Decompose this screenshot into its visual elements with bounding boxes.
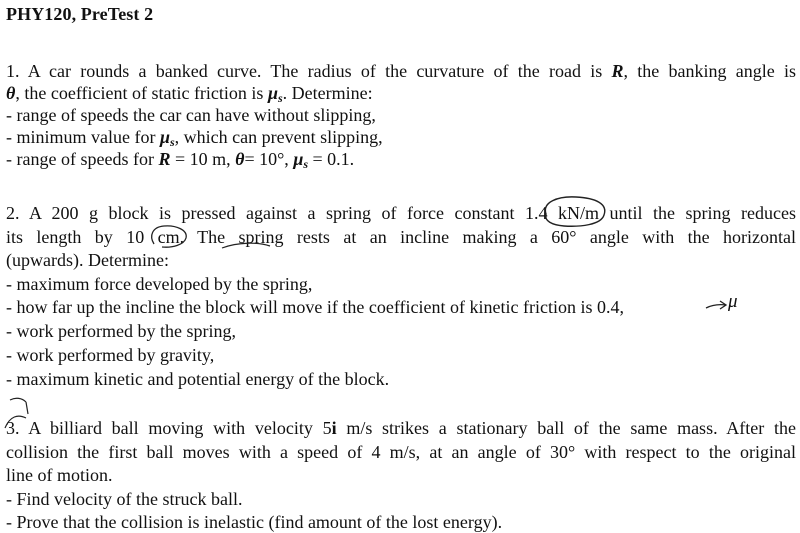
q1-line-2 xyxy=(6,82,373,104)
symbol-subscript-s: s xyxy=(169,135,175,149)
q3-bullet-1: - Find velocity of the struck ball. xyxy=(6,489,243,509)
q1-text: - minimum value for xyxy=(6,127,160,147)
q2-line-2: its length by 10 cm. The spring rests at an incline making a 60° angle with the horizontal xyxy=(6,227,796,247)
q1-text: , the banking angle is xyxy=(623,61,797,81)
symbol-mu: μ xyxy=(293,149,304,169)
symbol-theta: θ xyxy=(235,149,245,169)
q3-text: m/s strikes a stationary ball of the same mass. After the xyxy=(336,418,797,438)
unit-vector-i: i xyxy=(331,418,337,438)
q1-text: , the coefficient of static friction is xyxy=(15,83,268,103)
q1-text: 1. A car rounds a banked curve. The radius of the curvature of the road is xyxy=(6,61,612,81)
symbol-R: R xyxy=(158,149,171,169)
q2-bullet-5: - maximum kinetic and potential energy of the block. xyxy=(6,369,390,389)
symbol-R: R xyxy=(611,61,624,81)
q1-bullet-3 xyxy=(6,148,354,170)
handwritten-mu-note: μ xyxy=(728,291,738,312)
q3-bullet-2: - Prove that the collision is inelastic (find amount of the lost energy). xyxy=(6,512,503,532)
q1-text: , which can prevent slipping, xyxy=(174,127,383,147)
q1-text: = 10 m, xyxy=(170,149,236,169)
q1-line-1 xyxy=(6,60,796,82)
q1-text: - range of speeds for xyxy=(6,149,159,169)
symbol-subscript-s: s xyxy=(303,157,308,171)
q2-line-3: (upwards). Determine: xyxy=(6,250,169,270)
symbol-mu: μ xyxy=(159,127,170,147)
q2-line-1: 2. A 200 g block is pressed against a spring of force constant 1.4 kN/m until the spring reduces xyxy=(6,203,796,223)
q2-bullet-3: - work performed by the spring, xyxy=(6,321,236,341)
q1-text: = 10°, xyxy=(244,149,294,169)
handwritten-arrow-icon xyxy=(704,296,730,316)
document-title: PHY120, PreTest 2 xyxy=(6,4,154,24)
q3-line-1 xyxy=(6,417,796,439)
q3-text: 3. A billiard ball moving with velocity 5 xyxy=(6,418,332,438)
symbol-mu: μ xyxy=(267,83,278,103)
q3-line-2: collision the first ball moves with a speed of 4 m/s, at an angle of 30° with respect to the original xyxy=(6,442,796,462)
q1-bullet-1: - range of speeds the car can have without slipping, xyxy=(6,105,376,125)
q1-text: . Determine: xyxy=(282,83,373,103)
symbol-theta: θ xyxy=(6,83,16,103)
q1-text: = 0.1. xyxy=(308,149,355,169)
q2-bullet-2: - how far up the incline the block will move if the coefficient of kinetic friction is 0.4, xyxy=(6,297,624,317)
q2-bullet-4: - work performed by gravity, xyxy=(6,345,215,365)
q3-line-3: line of motion. xyxy=(6,465,113,485)
q1-bullet-2 xyxy=(6,126,383,148)
q2-bullet-1: - maximum force developed by the spring, xyxy=(6,274,313,294)
symbol-subscript-s: s xyxy=(277,91,283,105)
